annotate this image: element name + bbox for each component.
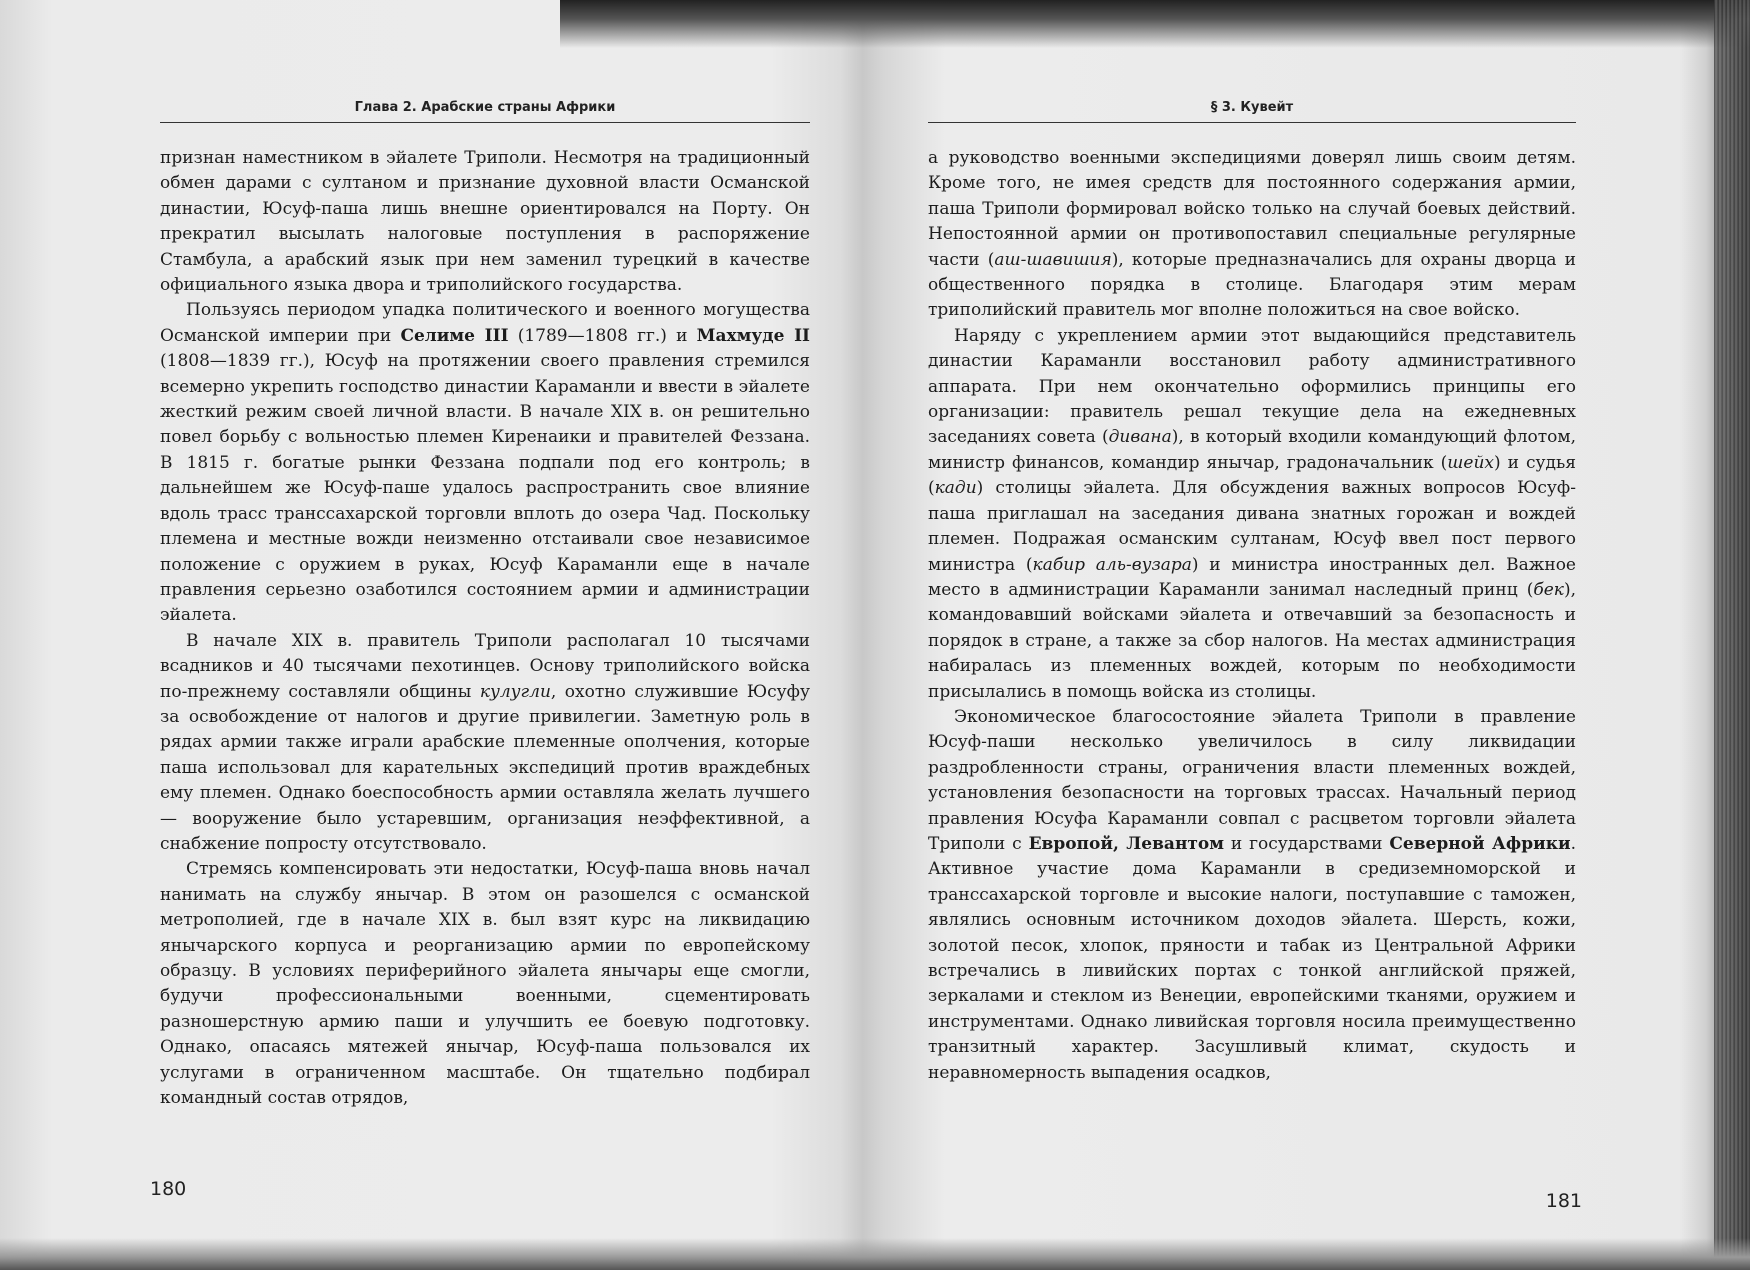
text-run: признан наместником в эйалете Триполи. Несмотря на традиционный обмен дарами с султаном и признание духовной власти Османской династии, Юсуф-паша лишь внешне ориентировался на Порту. Он прекратил высылать налоговые поступления в распоряжение Стамбула, а арабский язык при нем заменил турецкий в качестве официального языка двора и триполийского государства. <box>160 148 810 296</box>
body-text-right <box>928 146 1576 1086</box>
italic-term: кабир аль-вузара <box>1032 554 1192 575</box>
paragraph <box>160 298 810 628</box>
text-run: Пользуясь периодом упадка политического и военного могущества Османской империи при <box>160 300 810 346</box>
body-text-left <box>160 146 810 1111</box>
right-page <box>918 0 1586 1270</box>
bold-term: Европой, Левантом <box>1028 833 1225 854</box>
running-head-right: § 3. Кувейт <box>1210 100 1294 115</box>
text-run: Стремясь компенсировать эти недостатки, Юсуф-паша вновь начал нанимать на службу янычар. В этом он разошелся с османской метрополией, где в начале XIX в. был взят курс на ликвидацию янычарского корпуса и реорганизацию армии по европейскому образцу. В условиях периферийного эйалета янычары еще смогли, будучи профессиональными военными, сцементировать разношерстную армию паши и улучшить ее боевую подготовку. Однако, опасаясь мятежей янычар, Юсуф-паша пользовался их услугами в ограниченном масштабе. Он тщательно подбирал командный состав отрядов, <box>160 859 810 1109</box>
italic-term: аш-шавишия <box>994 249 1112 270</box>
paragraph <box>928 705 1576 1086</box>
text-run: ), которые предназначались для охраны дворца и общественного порядка в столице. Благодаря этим мерам триполийский правитель мог вполне положиться на свое войско. <box>928 249 1576 321</box>
italic-term: кади <box>934 478 977 499</box>
text-run: Экономическое благосостояние эйалета Триполи в правление Юсуф-паши несколько увеличилось в силу ликвидации раздробленности страны, ограничения власти племенных вождей, установления безопасности на торговых трассах. Начальный период правления Юсуфа Караманли совпал с расцветом торговли эйалета Триполи с <box>928 706 1576 854</box>
italic-term: кулугли <box>479 681 551 702</box>
scan-shadow-bottom <box>0 1238 1750 1270</box>
page-number-right: 181 <box>1545 1190 1582 1212</box>
paragraph <box>160 629 810 858</box>
left-page <box>150 0 820 1270</box>
text-run: В начале XIX в. правитель Триполи располагал 10 тысячами всадников и 40 тысячами пехотинцев. Основу триполийского войска по-прежнему составляли общины <box>160 630 810 702</box>
text-run: и государствами <box>1224 833 1390 854</box>
italic-term: бек <box>1533 579 1564 600</box>
bold-term: Северной Африки <box>1389 833 1571 854</box>
page-edges <box>1714 0 1750 1270</box>
bold-term: Махмуде II <box>696 325 810 346</box>
text-run: (1808—1839 гг.), Юсуф на протяжении своего правления стремился всемерно укрепить господство династии Караманли и ввести в эйалете жесткий режим своей личной власти. В начале XIX в. он решительно повел борьбу с вольностью племен Киренаики и правителей Феззана. В 1815 г. богатые рынки Феззана подпали под его контроль; в дальнейшем же Юсуф-паше удалось распространить свое влияние вдоль трасс транссахарской торговли вплоть до озера Чад. Поскольку племена и местные вожди неизменно отстаивали свое независимое положение с оружием в руках, Юсуф Караманли еще в начале правления серьезно озаботился состоянием армии и администрации эйалета. <box>160 351 810 626</box>
text-run: Наряду с укреплением армии этот выдающийся представитель династии Караманли восстановил работу административного аппарата. При нем окончательно оформились принципы его организации: правитель решал текущие дела на ежедневных заседаниях совета ( <box>928 325 1576 448</box>
text-run: (1789—1808 гг.) и <box>508 325 697 346</box>
paragraph <box>160 146 810 298</box>
text-run: . Активное участие дома Караманли в средиземноморской и транссахарской торговле и высокие налоги, поступавшие с таможен, являлись основным источником доходов эйалета. Шерсть, кожи, золотой песок, хлопок, пряности и табак из Центральной Африки встречались в ливийских портах с тонкой английской пряжей, зеркалами и стеклом из Венеции, европейскими тканями, оружием и инструментами. Однако ливийская торговля носила преимущественно транзитный характер. Засушливый климат, скудость и неравномерность выпадения осадков, <box>928 833 1576 1083</box>
text-run: а руководство военными экспедициями доверял лишь своим детям. Кроме того, не имея средств для постоянного содержания армии, паша Триполи формировал войско только на случай боевых действий. Непостоянной армии он противопоставил специальные регулярные части ( <box>928 148 1576 270</box>
page-number-left: 180 <box>150 1178 187 1200</box>
text-run: ) и судья ( <box>928 452 1576 499</box>
paragraph <box>928 146 1576 324</box>
italic-term: дивана <box>1108 427 1172 448</box>
text-run: ) столицы эйалета. Для обсуждения важных вопросов Юсуф-паша приглашал на заседания дивана знатных горожан и вождей племен. Подражая османским султанам, Юсуф ввел пост первого министра ( <box>928 478 1576 575</box>
running-head-left: Глава 2. Арабские страны Африки <box>354 100 616 115</box>
paragraph <box>928 324 1576 705</box>
text-run: , охотно служившие Юсуфу за освобождение от налогов и другие привилегии. Заметную роль в рядах армии также играли арабские племенные ополчения, которые паша использовал для карательных экспедиций против враждебных ему племен. Однако боеспособность армии оставляла желать лучшего — вооружение было устаревшим, организация неэффективной, а снабжение попросту отсутствовало. <box>160 681 810 854</box>
text-run: ) и министра иностранных дел. Важное место в администрации Караманли занимал наследный принц ( <box>928 554 1576 600</box>
header-rule-left <box>160 122 810 123</box>
bold-term: Селиме III <box>400 325 509 346</box>
paragraph <box>160 857 810 1111</box>
text-run: ), в который входили командующий флотом, министр финансов, командир янычар, градоначальник ( <box>928 427 1576 473</box>
italic-term: шейх <box>1447 452 1494 473</box>
text-run: ), командовавший войсками эйалета и отвечавший за безопасность и порядок в стране, а также за сбор налогов. На местах администрация набиралась из племенных вождей, которым по необходимости присылались в помощь войска из столицы. <box>928 579 1576 702</box>
header-rule-right <box>928 122 1576 123</box>
